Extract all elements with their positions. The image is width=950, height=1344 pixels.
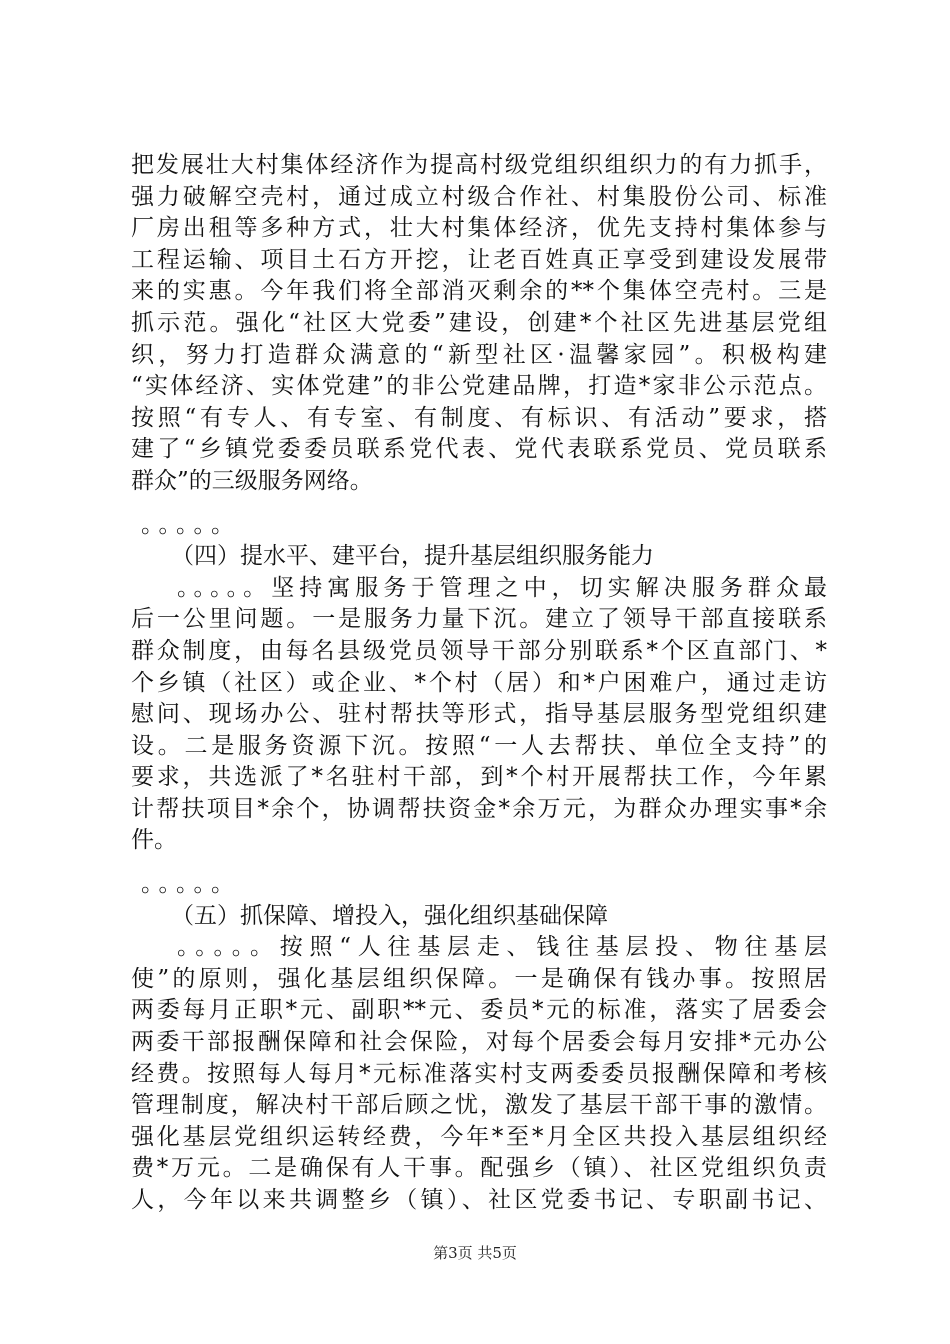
- text-line: 两委干部报酬保障和社会保险，对每个居委会每月安排*元办公: [131, 1029, 827, 1056]
- text-line: 抓示范。强化“社区大党委”建设，创建*个社区先进基层党组: [131, 309, 827, 336]
- text-line: 群众”的三级服务网络。: [131, 467, 373, 494]
- text-line: 。。。。。坚持寓服务于管理之中，切实解决服务群众最: [177, 574, 827, 601]
- text-line: 织，努力打造群众满意的“新型社区·温馨家园”。积极构建: [131, 341, 827, 368]
- section-five: [131, 869, 827, 1217]
- text-line: 按照“有专人、有专室、有制度、有标识、有活动”要求，搭: [131, 404, 827, 431]
- text-line: 要求，共选派了*名驻村干部，到*个村开展帮扶工作，今年累: [131, 764, 827, 791]
- text-line: 来的实惠。今年我们将全部消灭剩余的**个集体空壳村。三是: [131, 278, 827, 305]
- text-line: 强化基层党组织运转经费，今年*至*月全区共投入基层组织经: [131, 1123, 827, 1150]
- section-heading: （四）提水平、建平台，提升基层组织服务能力: [171, 543, 654, 570]
- paragraph-gap: [131, 857, 827, 869]
- text-line: 把发展壮大村集体经济作为提高村级党组织组织力的有力抓手，: [131, 152, 827, 178]
- text-line: 建了“乡镇党委委员联系党代表、党代表联系党员、党员联系: [131, 436, 827, 463]
- text-line: 后一公里问题。一是服务力量下沉。建立了领导干部直接联系: [131, 606, 827, 633]
- paragraph-gap: [131, 498, 827, 510]
- text-line: 设。二是服务资源下沉。按照“一人去帮扶、单位全支持”的: [131, 732, 827, 759]
- section-heading: （五）抓保障、增投入，强化组织基础保障: [171, 902, 608, 929]
- text-line: 经费。按照每人每月*元标准落实村支两委委员报酬保障和考核: [131, 1060, 827, 1087]
- text-line: 工程运输、项目土石方开挖，让老百姓真正享受到建设发展带: [131, 246, 827, 273]
- text-line: 。。。。。按照“人往基层走、钱往基层投、物往基层: [177, 934, 827, 961]
- text-line: 群众制度，由每名县级党员领导干部分别联系*个区直部门、*: [131, 637, 827, 664]
- text-line: 强力破解空壳村，通过成立村级合作社、村集股份公司、标准: [131, 183, 827, 210]
- text-line: 慰问、现场办公、驻村帮扶等形式，指导基层服务型党组织建: [131, 701, 827, 728]
- text-line: 厂房出租等多种方式，壮大村集体经济，优先支持村集体参与: [131, 215, 827, 242]
- text-line: “实体经济、实体党建”的非公党建品牌，打造*家非公示范点。: [131, 373, 827, 400]
- text-line: 人，今年以来共调整乡（镇）、社区党委书记、专职副书记、: [131, 1187, 827, 1213]
- text-line: 管理制度，解决村干部后顾之忧，激发了基层干部干事的激情。: [131, 1092, 827, 1119]
- text-line: 费*万元。二是确保有人干事。配强乡（镇）、社区党组织负责: [131, 1155, 827, 1182]
- text-line: 使”的原则，强化基层组织保障。一是确保有钱办事。按照居: [131, 965, 827, 992]
- text-line: 个乡镇（社区）或企业、*个村（居）和*户困难户，通过走访: [131, 669, 827, 696]
- paragraph-village-economy: [131, 150, 827, 498]
- text-line: 两委每月正职*元、副职**元、委员*元的标准，落实了居委会: [131, 997, 827, 1024]
- section-dots: 。。。。。: [141, 871, 240, 898]
- document-body: [131, 150, 827, 1217]
- text-line: 件。: [131, 827, 177, 854]
- text-line: 计帮扶项目*余个，协调帮扶资金*余万元，为群众办理实事*余: [131, 795, 827, 822]
- section-four: [131, 510, 827, 858]
- page-number-footer: 第3页 共5页: [433, 1244, 517, 1262]
- section-dots: 。。。。。: [141, 511, 240, 538]
